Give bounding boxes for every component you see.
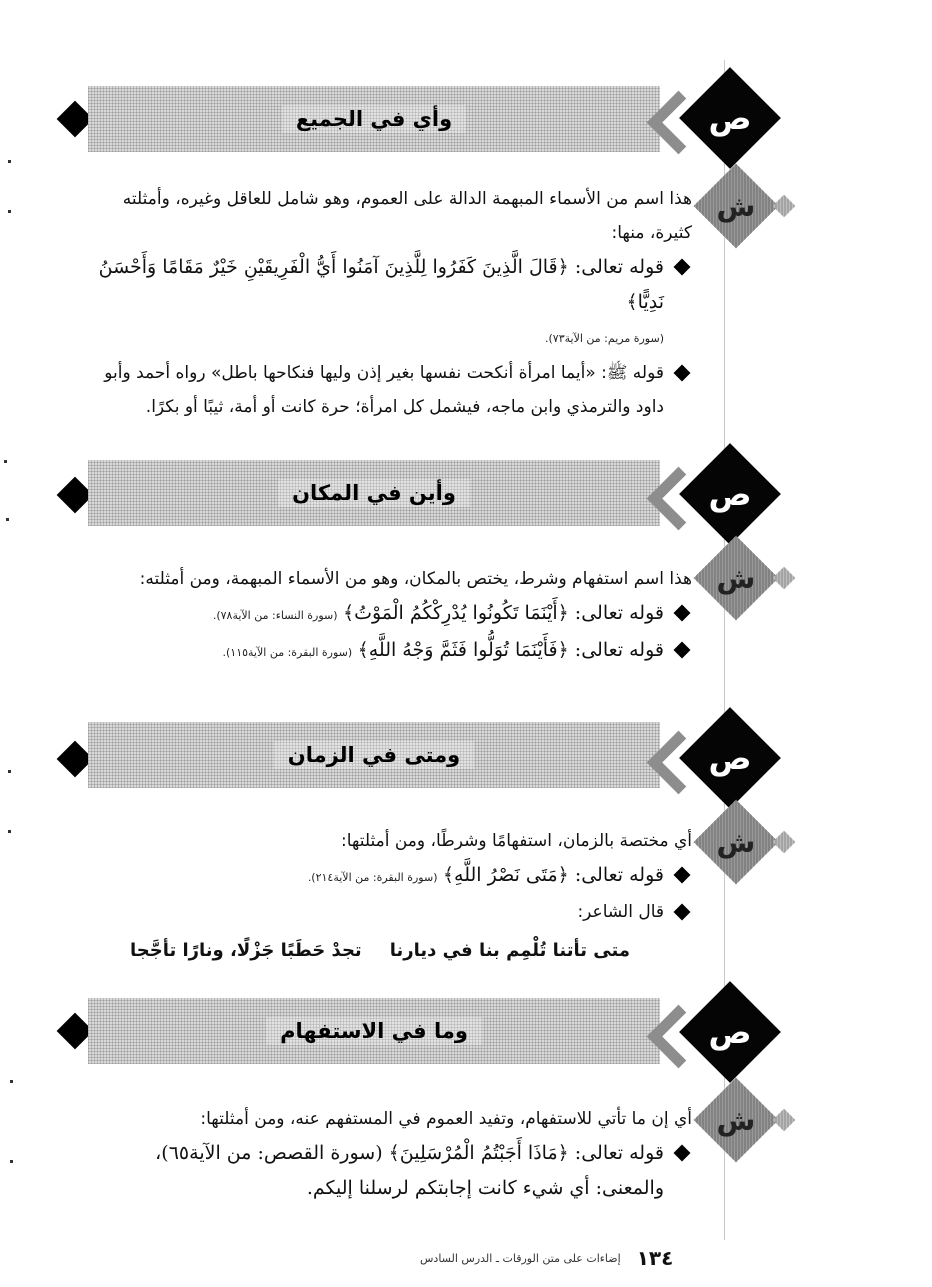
running-footer-title: إضاءات على متن الورقات ـ الدرس السادس <box>420 1251 621 1265</box>
bullet-diamond-icon <box>674 642 691 659</box>
shin-badge <box>706 1090 766 1150</box>
small-diamond-icon <box>773 1109 796 1132</box>
section-body <box>88 824 692 929</box>
citation: (سورة البقرة: من الآية١١٥). <box>222 646 353 659</box>
margin-speck <box>6 518 9 521</box>
poem-verse <box>130 940 630 961</box>
margin-speck <box>8 770 11 773</box>
margin-speck <box>8 830 11 833</box>
bullet-diamond-icon <box>674 904 691 921</box>
page-footer <box>420 1246 673 1270</box>
badge-letter: ص <box>708 99 752 137</box>
section-body <box>88 1102 692 1206</box>
section-banner <box>88 998 660 1064</box>
intro-paragraph: هذا اسم استفهام وشرط، يختص بالمكان، وهو من الأسماء المبهمة، ومن أمثلته: <box>139 569 692 589</box>
sad-badge <box>694 82 766 154</box>
badge-letter: ش <box>716 189 756 223</box>
section-body <box>88 182 692 424</box>
list-item: قوله تعالى: ﴿مَتَى نَصْرُ اللَّهِ﴾ (سورة البقرة: من الآية٢١٤). <box>88 858 692 895</box>
intro-paragraph: أي مختصة بالزمان، استفهامًا وشرطًا، ومن أمثلتها: <box>341 831 692 851</box>
intro-paragraph: أي إن ما تأتي للاستفهام، وتفيد العموم في المستفهم عنه، ومن أمثلتها: <box>200 1109 692 1129</box>
small-diamond-icon <box>773 831 796 854</box>
shin-badge <box>706 548 766 608</box>
small-diamond-icon <box>773 195 796 218</box>
citation: (سورة مريم: من الآية٧٣). <box>545 332 664 345</box>
intro-paragraph: هذا اسم من الأسماء المبهمة الدالة على العموم، وهو شامل للعاقل وغيره، وأمثلته كثيرة، منها: <box>122 189 692 243</box>
section-banner <box>88 86 660 152</box>
sad-badge <box>694 458 766 530</box>
list-item: قوله تعالى: ﴿أَيْنَمَا تَكُونُوا يُدْرِكْكُمُ الْمَوْتُ﴾ (سورة النساء: من الآية٧٨). <box>88 596 692 633</box>
list-item: قال الشاعر: <box>88 895 692 929</box>
bullet-diamond-icon <box>674 867 691 884</box>
list-item: قوله تعالى: ﴿مَاذَا أَجَبْتُمُ الْمُرْسَلِينَ﴾ (سورة القصص: من الآية٦٥)، والمعنى: أي شيء كانت إجابتكم لرسلنا إليكم. <box>88 1136 692 1206</box>
badge-letter: ش <box>716 561 756 595</box>
badge-letter: ش <box>716 825 756 859</box>
badge-letter: ص <box>708 739 752 777</box>
bullet-diamond-icon <box>674 365 691 382</box>
section-banner <box>88 460 660 526</box>
sad-badge <box>694 996 766 1068</box>
citation: (سورة البقرة: من الآية٢١٤). <box>307 871 438 884</box>
badge-letter: ش <box>716 1103 756 1137</box>
bullet-diamond-icon <box>674 605 691 622</box>
badge-letter: ص <box>708 1013 752 1051</box>
section-title: وما في الاستفهام <box>266 1017 482 1045</box>
sad-badge <box>694 722 766 794</box>
poem-second-hemistich: تجدْ حَطَبًا جَزْلًا، ونارًا تأجَّجا <box>130 940 362 961</box>
margin-speck <box>10 1160 13 1163</box>
section-banner <box>88 722 660 788</box>
shin-badge <box>706 176 766 236</box>
section-title: ومتى في الزمان <box>274 741 474 769</box>
badge-letter: ص <box>708 475 752 513</box>
bullet-diamond-icon <box>674 259 691 276</box>
section-title: وأين في المكان <box>278 479 470 507</box>
margin-speck <box>4 460 7 463</box>
margin-speck <box>8 160 11 163</box>
section-title: وأي في الجميع <box>282 105 466 133</box>
bullet-diamond-icon <box>674 1145 691 1162</box>
margin-speck <box>10 1080 13 1083</box>
list-item: قوله ﷺ: «أيما امرأة أنكحت نفسها بغير إذن وليها فنكاحها باطل» رواه أحمد وأبو داود والترمذي وابن ماجه، فيشمل كل امرأة؛ حرة كانت أو أمة، ثيبًا أو بكرًا. <box>88 356 692 424</box>
shin-badge <box>706 812 766 872</box>
citation: (سورة النساء: من الآية٧٨). <box>212 609 338 622</box>
margin-speck <box>8 210 11 213</box>
small-diamond-icon <box>773 567 796 590</box>
poem-first-hemistich: متى تأتنا تُلْمِم بنا في ديارنا <box>389 940 630 961</box>
list-item: قوله تعالى: ﴿فَأَيْنَمَا تُوَلُّوا فَثَمَّ وَجْهُ اللَّهِ﴾ (سورة البقرة: من الآية١١٥). <box>88 633 692 670</box>
page-number: ١٣٤ <box>636 1246 674 1270</box>
section-body <box>88 562 692 670</box>
list-item: قوله تعالى: ﴿قَالَ الَّذِينَ كَفَرُوا لِلَّذِينَ آمَنُوا أَيُّ الْفَرِيقَيْنِ خَيْرٌ مَقَامًا وَأَحْسَنُ نَدِيًّا﴾ <box>88 250 692 320</box>
